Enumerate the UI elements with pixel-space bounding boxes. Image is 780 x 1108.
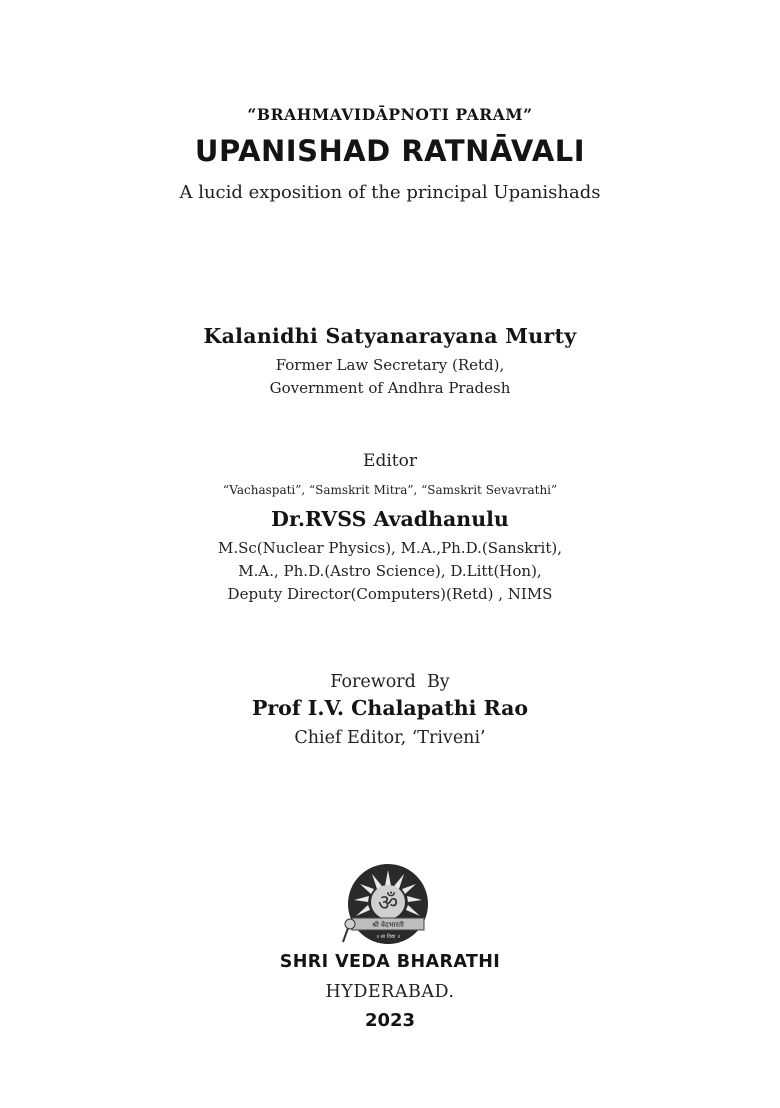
om-sunburst-emblem-icon [338, 862, 434, 946]
editor-label: Editor [363, 451, 417, 471]
editor-credential: M.Sc(Nuclear Physics), M.A.,Ph.D.(Sanskrit), [217, 539, 563, 557]
foreword-author-role: Chief Editor, ‘Triveni’ [294, 728, 486, 748]
publisher-name: SHRI VEDA BHARATHI [279, 952, 501, 972]
author-credential: Former Law Secretary (Retd), [275, 356, 505, 374]
svg-text:श्री वेदभारती: श्री वेदभारती [371, 921, 405, 929]
author-credential: Government of Andhra Pradesh [269, 379, 511, 397]
editor-honorifics: “Vachaspati”, “Samskrit Mitra”, “Samskrit Sevavrathi” [222, 483, 558, 497]
editor-credential: M.A., Ph.D.(Astro Science), D.Litt(Hon), [238, 562, 542, 580]
foreword-author-name: Prof I.V. Chalapathi Rao [251, 696, 529, 720]
book-subtitle: A lucid exposition of the principal Upanishads [179, 182, 601, 203]
book-title: UPANISHAD RATNĀVALI [194, 134, 586, 168]
author-name: Kalanidhi Satyanarayana Murty [203, 324, 577, 348]
editor-credential: Deputy Director(Computers)(Retd) , NIMS [227, 585, 553, 603]
svg-text:॥ सा विद्या ॥: ॥ सा विद्या ॥ [376, 934, 400, 940]
book-tagline: “BRAHMAVIDĀPNOTI PARAM” [247, 105, 533, 124]
publication-year: 2023 [364, 1010, 416, 1031]
editor-name: Dr.RVSS Avadhanulu [271, 507, 509, 531]
foreword-label: Foreword By [330, 672, 450, 692]
svg-text:ॐ: ॐ [377, 891, 399, 916]
publisher-city: HYDERABAD. [325, 982, 455, 1002]
